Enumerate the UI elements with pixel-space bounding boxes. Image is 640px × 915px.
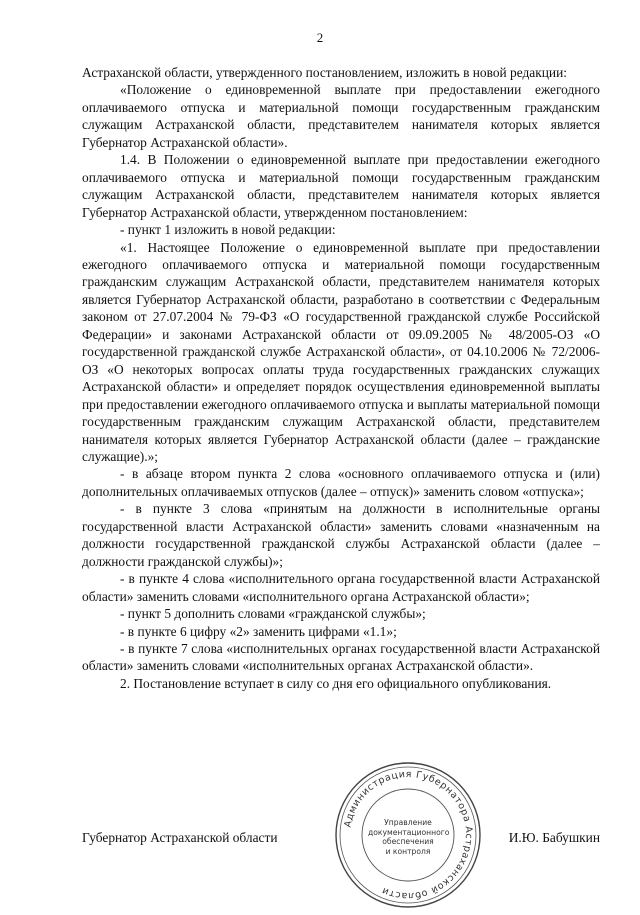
paragraph-item-2: - в абзаце втором пункта 2 слова «основного оплачиваемого отпуска и (или) дополнительных оплачиваемых отпусков (далее – отпуск)» заменить словом «отпуска»; xyxy=(82,466,600,499)
stamp-line: документационного xyxy=(368,827,450,837)
paragraph-item-5: - пункт 5 дополнить словами «гражданской службы»; xyxy=(120,606,426,622)
stamp-ring-text: Администрация Губернатора Астраханской области xyxy=(342,768,475,902)
paragraph-1-4: 1.4. В Положении о единовременной выплате при предоставлении ежегодного оплачиваемого отпуска и материальной помощи государственным гражданским служащим Астраханской области, представителем нанимателя которых является Губернатор Астраханской области, утвержденном постановлением: xyxy=(82,152,600,220)
paragraph-quote-title: «Положение о единовременной выплате при предоставлении ежегодного оплачиваемого отпуска и материальной помощи государственным гражданским служащим Астраханской области, представителем нанимателя которых является Губернатор Астраханской области». xyxy=(82,82,600,150)
paragraph-item-4: - в пункте 4 слова «исполнительного органа государственной власти Астраханской области» заменить словами «исполнительного органа Астраханской области»; xyxy=(82,571,600,604)
paragraph-continuation: Астраханской области, утвержденного постановлением, изложить в новой редакции: xyxy=(82,65,567,80)
paragraph-item-7: - в пункте 7 слова «исполнительных органах государственной власти Астраханской области» заменить словами «исполнительных органах Астраханской области». xyxy=(82,640,600,674)
stamp-inner-text xyxy=(368,818,448,856)
stamp-line: и контроля xyxy=(385,846,431,856)
stamp-line: обеспечения xyxy=(382,837,434,847)
paragraph-item-1-text: «1. Настоящее Положение о единовременной выплате при предоставлении ежегодного оплачиваемого отпуска и материальной помощи государственным гражданским служащим Астраханской области, представителем нанимателя которых является Губернатор Астраханской области, разработано в соответствии с Федеральным законом от 27.07.2004 № 79-ФЗ «О государственной гражданской службе Российской Федерации» и законами Астраханской области от 09.09.2005 № 48/2005-ОЗ «О государственной гражданской службе Астраханской области», от 04.10.2006 № 72/2006-ОЗ «О некоторых вопросах оплаты труда государственных гражданских служащих Астраханской области» и определяет порядок осуществления единовременной выплаты при предоставлении ежегодного оплачиваемого отпуска и выплаты материальной помощи государственным гражданским служащим Астраханской области, представителем нанимателя которых является Губернатор Астраханской области (далее – гражданские служащие).»; xyxy=(82,239,600,464)
page-number: 2 xyxy=(316,30,324,45)
official-stamp xyxy=(333,760,483,910)
signature-name: И.Ю. Бабушкин xyxy=(508,830,600,845)
document-body xyxy=(82,64,600,692)
paragraph-item-1: - пункт 1 изложить в новой редакции: xyxy=(120,222,336,238)
paragraph-effective-date: 2. Постановление вступает в силу со дня его официального опубликования. xyxy=(120,675,552,691)
paragraph-item-6: - в пункте 6 цифру «2» заменить цифрами «1.1»; xyxy=(120,623,397,639)
signature-position: Губернатор Астраханской области xyxy=(82,830,278,845)
paragraph-item-3: - в пункте 3 слова «принятым на должности в исполнительные органы государственной власти Астраханской области» заменить словами «назначенным на должности государственной гражданской службы Астраханской области (далее – должности гражданской службы)»; xyxy=(82,501,600,569)
stamp-line: Управление xyxy=(384,818,432,827)
